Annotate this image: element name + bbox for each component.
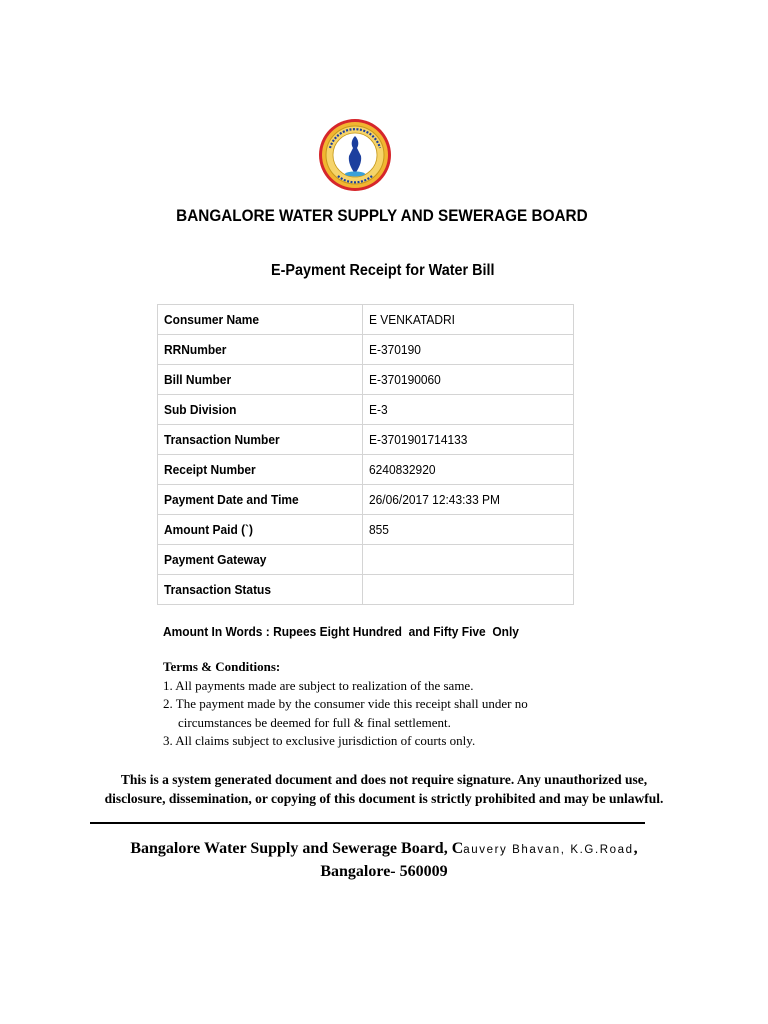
transaction-number-value: E-3701901714133 [369, 432, 468, 447]
disclaimer [0, 770, 768, 808]
transaction-status-label: Transaction Status [164, 582, 272, 597]
footer-city: Bangalore- 560009 [320, 863, 448, 880]
receipt-number-value: 6240832920 [369, 462, 436, 477]
footer-address [0, 838, 768, 883]
disclaimer-line-1: This is a system generated document and does not require signature. Any unauthorized use, [120, 772, 648, 787]
consumer-name-label: Consumer Name [164, 312, 260, 327]
amount-paid-value: 855 [369, 522, 389, 537]
consumer-name-value: E VENKATADRI [369, 312, 455, 327]
rr-number-label: RRNumber [164, 342, 227, 357]
transaction-number-label: Transaction Number [164, 432, 280, 447]
table-row-transaction-status [158, 575, 574, 605]
receipt-details-table [157, 304, 574, 605]
table-row-payment-date [158, 485, 574, 515]
payment-gateway-label: Payment Gateway [164, 552, 267, 567]
receipt-number-label: Receipt Number [164, 462, 256, 477]
table-row-amount-paid [158, 515, 574, 545]
footer-comma: , [633, 840, 638, 857]
amount-paid-label: Amount Paid (`) [164, 522, 254, 537]
receipt-title: E-Payment Receipt for Water Bill [271, 262, 495, 279]
organization-title: BANGALORE WATER SUPPLY AND SEWERAGE BOARD [176, 206, 588, 225]
sub-division-label: Sub Division [164, 402, 237, 417]
bwssb-emblem-logo [318, 118, 392, 192]
bill-number-label: Bill Number [164, 372, 232, 387]
table-row-bill-number [158, 365, 574, 395]
table-row-rr-number [158, 335, 574, 365]
footer-line-1 [0, 838, 768, 861]
payment-date-label: Payment Date and Time [164, 492, 299, 507]
terms-and-conditions [163, 658, 528, 751]
footer-org-name: Bangalore Water Supply and Sewerage Board, C [130, 840, 464, 857]
disclaimer-line-2: disclosure, dissemination, or copying of this document is strictly prohibited and may be unlawful. [104, 791, 664, 806]
terms-item-3: 3. All claims subject to exclusive jurisdiction of courts only. [163, 733, 476, 748]
terms-item-2-continued: circumstances be deemed for full & final settlement. [178, 714, 451, 730]
footer-divider [90, 822, 645, 824]
payment-date-value: 26/06/2017 12:43:33 PM [369, 492, 500, 507]
table-row-sub-division [158, 395, 574, 425]
table-row-transaction-number [158, 425, 574, 455]
table-row-payment-gateway [158, 545, 574, 575]
sub-division-value: E-3 [369, 402, 388, 417]
table-row-consumer-name [158, 305, 574, 335]
terms-item-2: 2. The payment made by the consumer vide this receipt shall under no [163, 696, 528, 711]
amount-in-words: Amount In Words : Rupees Eight Hundred and Fifty Five Only [163, 624, 519, 639]
bill-number-value: E-370190060 [369, 372, 441, 387]
terms-item-1: 1. All payments made are subject to realization of the same. [163, 677, 474, 693]
table-row-receipt-number [158, 455, 574, 485]
terms-heading: Terms & Conditions: [163, 659, 281, 674]
footer-street-address: auvery Bhavan, K.G.Road [463, 844, 634, 856]
rr-number-value: E-370190 [369, 342, 421, 357]
